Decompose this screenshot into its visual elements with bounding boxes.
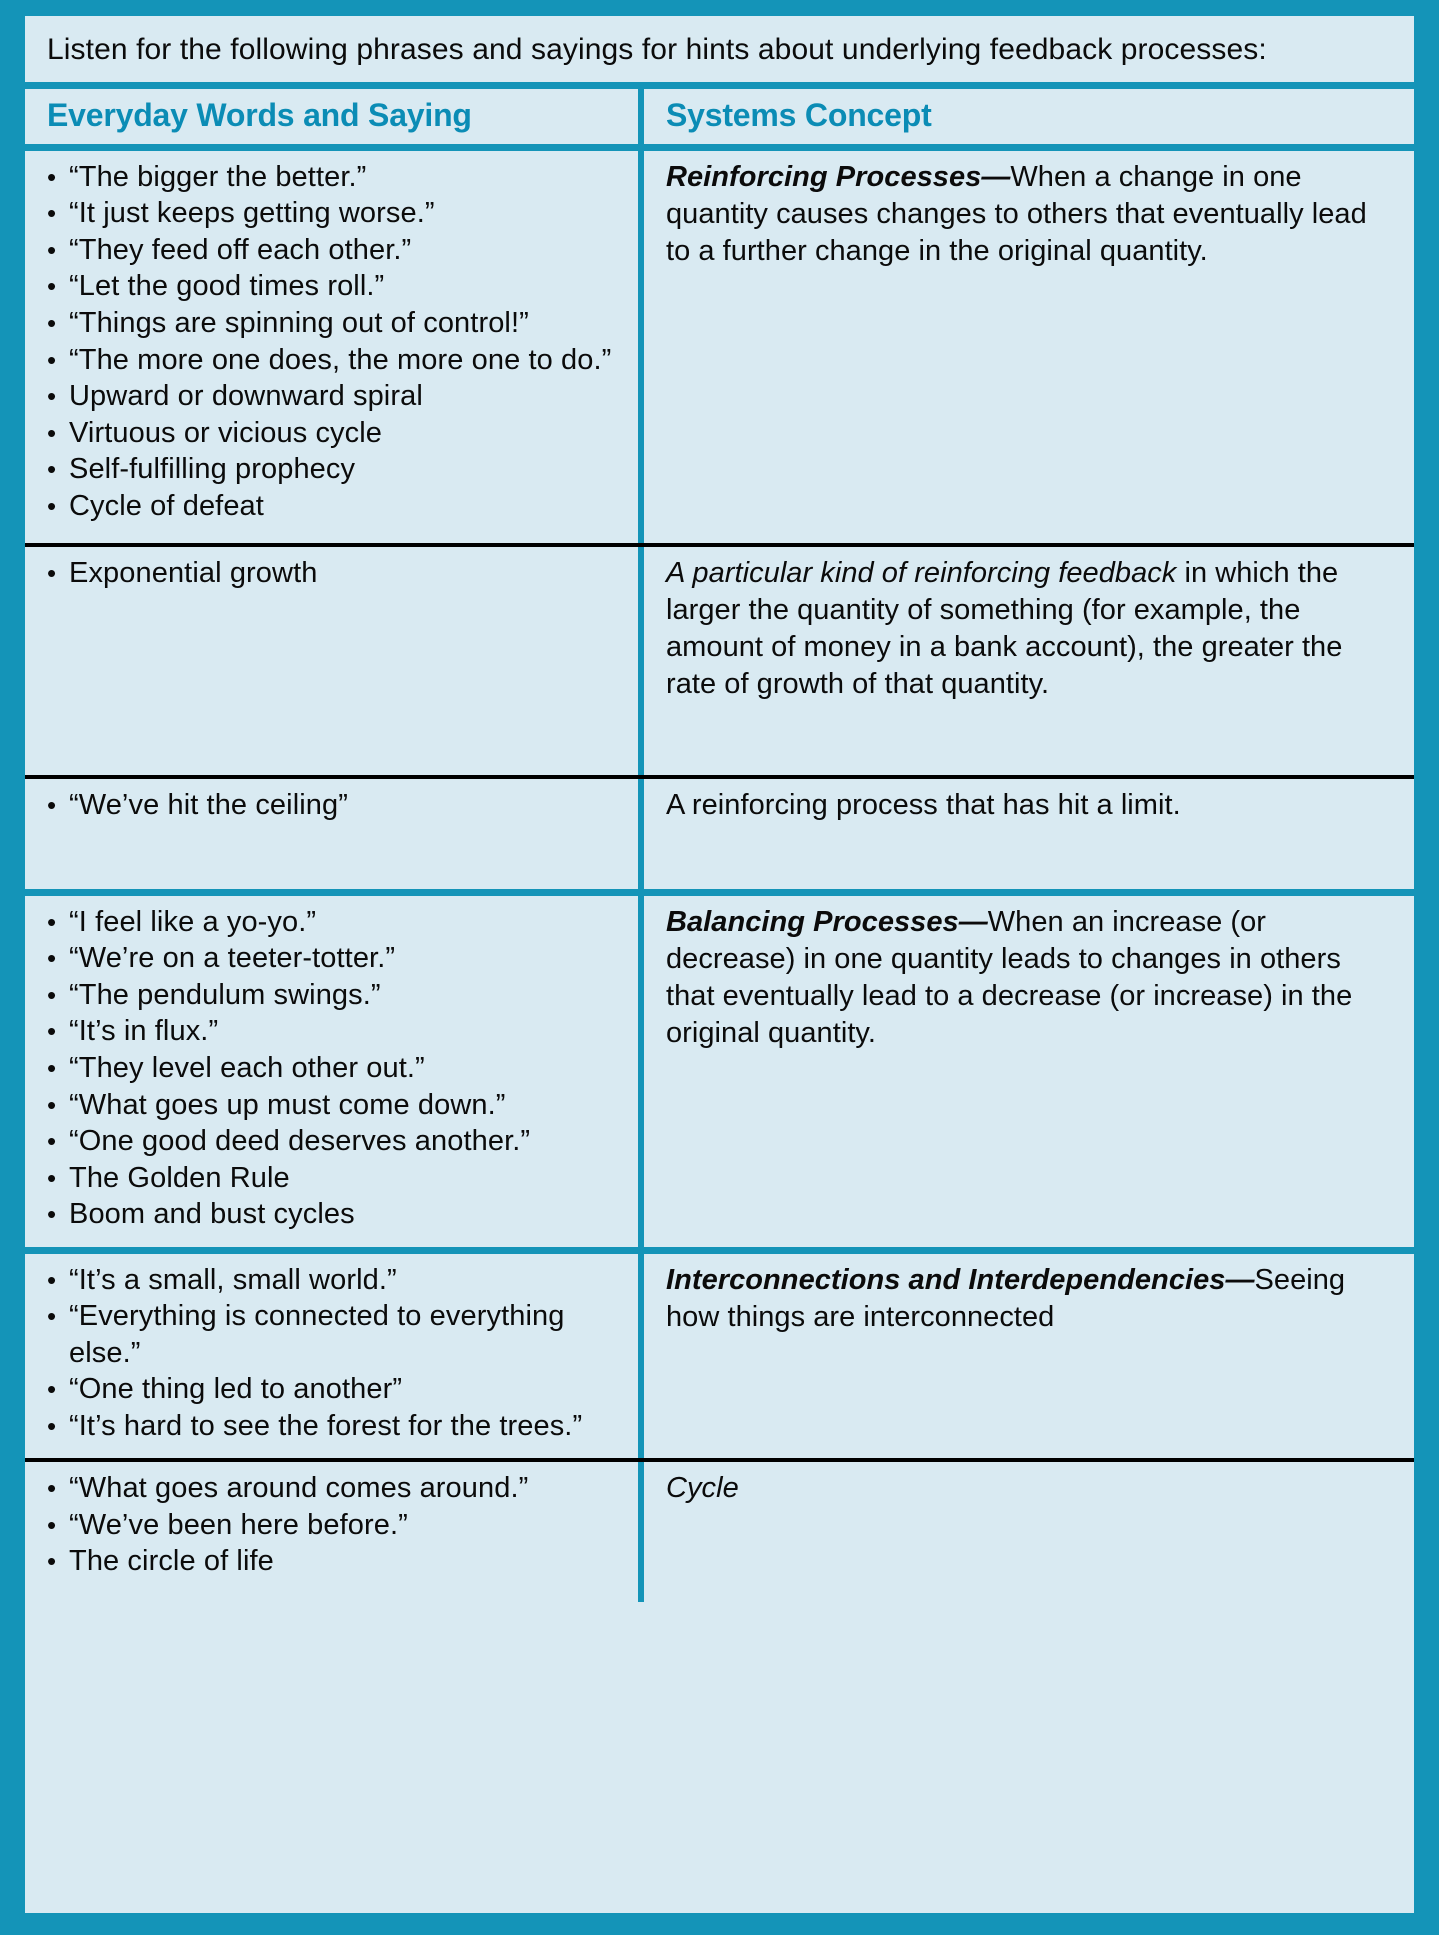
table-row xyxy=(25,543,1414,775)
concept-term: A particular kind of reinforcing feedback xyxy=(666,556,1177,589)
table-row xyxy=(25,1254,1414,1459)
table-row xyxy=(25,896,1414,1247)
concept-text xyxy=(666,1470,1394,1507)
phrases-cell xyxy=(25,547,644,775)
list-item: • “We’re on a teeter-totter.” xyxy=(47,940,618,977)
list-item: • “They feed off each other.” xyxy=(47,232,618,269)
concept-term: Reinforcing Processes— xyxy=(666,160,1011,193)
list-item: • “I feel like a yo-yo.” xyxy=(47,904,618,941)
list-item: • “What goes around comes around.” xyxy=(47,1470,618,1507)
concept-term: Balancing Processes— xyxy=(666,905,988,938)
concept-body: Seeing how things are interconnected xyxy=(666,1263,1346,1333)
concept-text xyxy=(666,904,1394,1052)
concept-text xyxy=(666,787,1394,824)
concept-cell xyxy=(644,547,1414,775)
column-header-everyday-words: Everyday Words and Saying xyxy=(25,89,644,144)
list-item: • “They level each other out.” xyxy=(47,1050,618,1087)
phrase-list xyxy=(47,1470,618,1580)
concept-body: When a change in one quantity causes changes to others that eventually lead to a further change in the original quantity. xyxy=(666,160,1367,268)
list-item: • Exponential growth xyxy=(47,555,618,592)
intro-text: Listen for the following phrases and sayings for hints about underlying feedback processes: xyxy=(47,33,1267,66)
concept-cell xyxy=(644,779,1414,889)
phrase-list xyxy=(47,159,618,524)
list-item: • “We’ve been here before.” xyxy=(47,1507,618,1544)
list-item: • “We’ve hit the ceiling” xyxy=(47,787,618,824)
phrase-list xyxy=(47,1262,618,1445)
phrase-list xyxy=(47,904,618,1233)
list-item: • Cycle of defeat xyxy=(47,488,618,525)
table-header-row xyxy=(25,82,1414,151)
concept-body: A reinforcing process that has hit a limit. xyxy=(666,788,1181,821)
table-body xyxy=(25,151,1414,1913)
list-item: • “It just keeps getting worse.” xyxy=(47,195,618,232)
phrase-list xyxy=(47,555,618,592)
concept-body: When an increase (or decrease) in one quantity leads to changes in others that eventually lead to a decrease (or increase) in the original quantity. xyxy=(666,905,1353,1050)
concept-cell xyxy=(644,1254,1414,1459)
list-item: • “One good deed deserves another.” xyxy=(47,1123,618,1160)
feedback-phrases-table xyxy=(19,16,1420,1913)
list-item: • “Things are spinning out of control!” xyxy=(47,305,618,342)
list-item: • Virtuous or vicious cycle xyxy=(47,415,618,452)
concept-text xyxy=(666,555,1394,703)
phrases-cell xyxy=(25,779,644,889)
list-item: • The Golden Rule xyxy=(47,1160,618,1197)
concept-cell xyxy=(644,1462,1414,1602)
concept-text xyxy=(666,1262,1394,1336)
phrase-list xyxy=(47,787,618,824)
table-section xyxy=(25,151,1414,889)
table-row xyxy=(25,151,1414,543)
list-item: • “It’s a small, small world.” xyxy=(47,1262,618,1299)
list-item: • “It’s in flux.” xyxy=(47,1013,618,1050)
phrases-cell xyxy=(25,896,644,1247)
list-item: • “The more one does, the more one to do.” xyxy=(47,342,618,379)
phrases-cell xyxy=(25,1254,644,1459)
concept-term: Cycle xyxy=(666,1472,739,1505)
concept-body: in which the larger the quantity of something (for example, the amount of money in a bank account), the greater the rate of growth of that quantity. xyxy=(666,556,1343,701)
concept-cell xyxy=(644,151,1414,543)
list-item: • Self-fulfilling prophecy xyxy=(47,451,618,488)
list-item: • “One thing led to another” xyxy=(47,1371,618,1408)
table-section xyxy=(25,1247,1414,1603)
table-row xyxy=(25,1458,1414,1602)
list-item: • Boom and bust cycles xyxy=(47,1196,618,1233)
list-item: • “Let the good times roll.” xyxy=(47,268,618,305)
list-item: • “What goes up must come down.” xyxy=(47,1087,618,1124)
column-header-systems-concept: Systems Concept xyxy=(666,96,932,133)
list-item: • Upward or downward spiral xyxy=(47,378,618,415)
list-item: • “The bigger the better.” xyxy=(47,159,618,196)
table-row xyxy=(25,775,1414,889)
concept-cell xyxy=(644,896,1414,1247)
concept-term: Interconnections and Interdependencies— xyxy=(666,1263,1255,1296)
list-item: • “Everything is connected to everything else.” xyxy=(47,1298,618,1371)
phrases-cell xyxy=(25,151,644,543)
concept-text xyxy=(666,159,1394,270)
list-item: • “It’s hard to see the forest for the trees.” xyxy=(47,1408,618,1445)
phrases-cell xyxy=(25,1462,644,1602)
list-item: • The circle of life xyxy=(47,1543,618,1580)
table-section xyxy=(25,889,1414,1247)
list-item: • “The pendulum swings.” xyxy=(47,977,618,1014)
